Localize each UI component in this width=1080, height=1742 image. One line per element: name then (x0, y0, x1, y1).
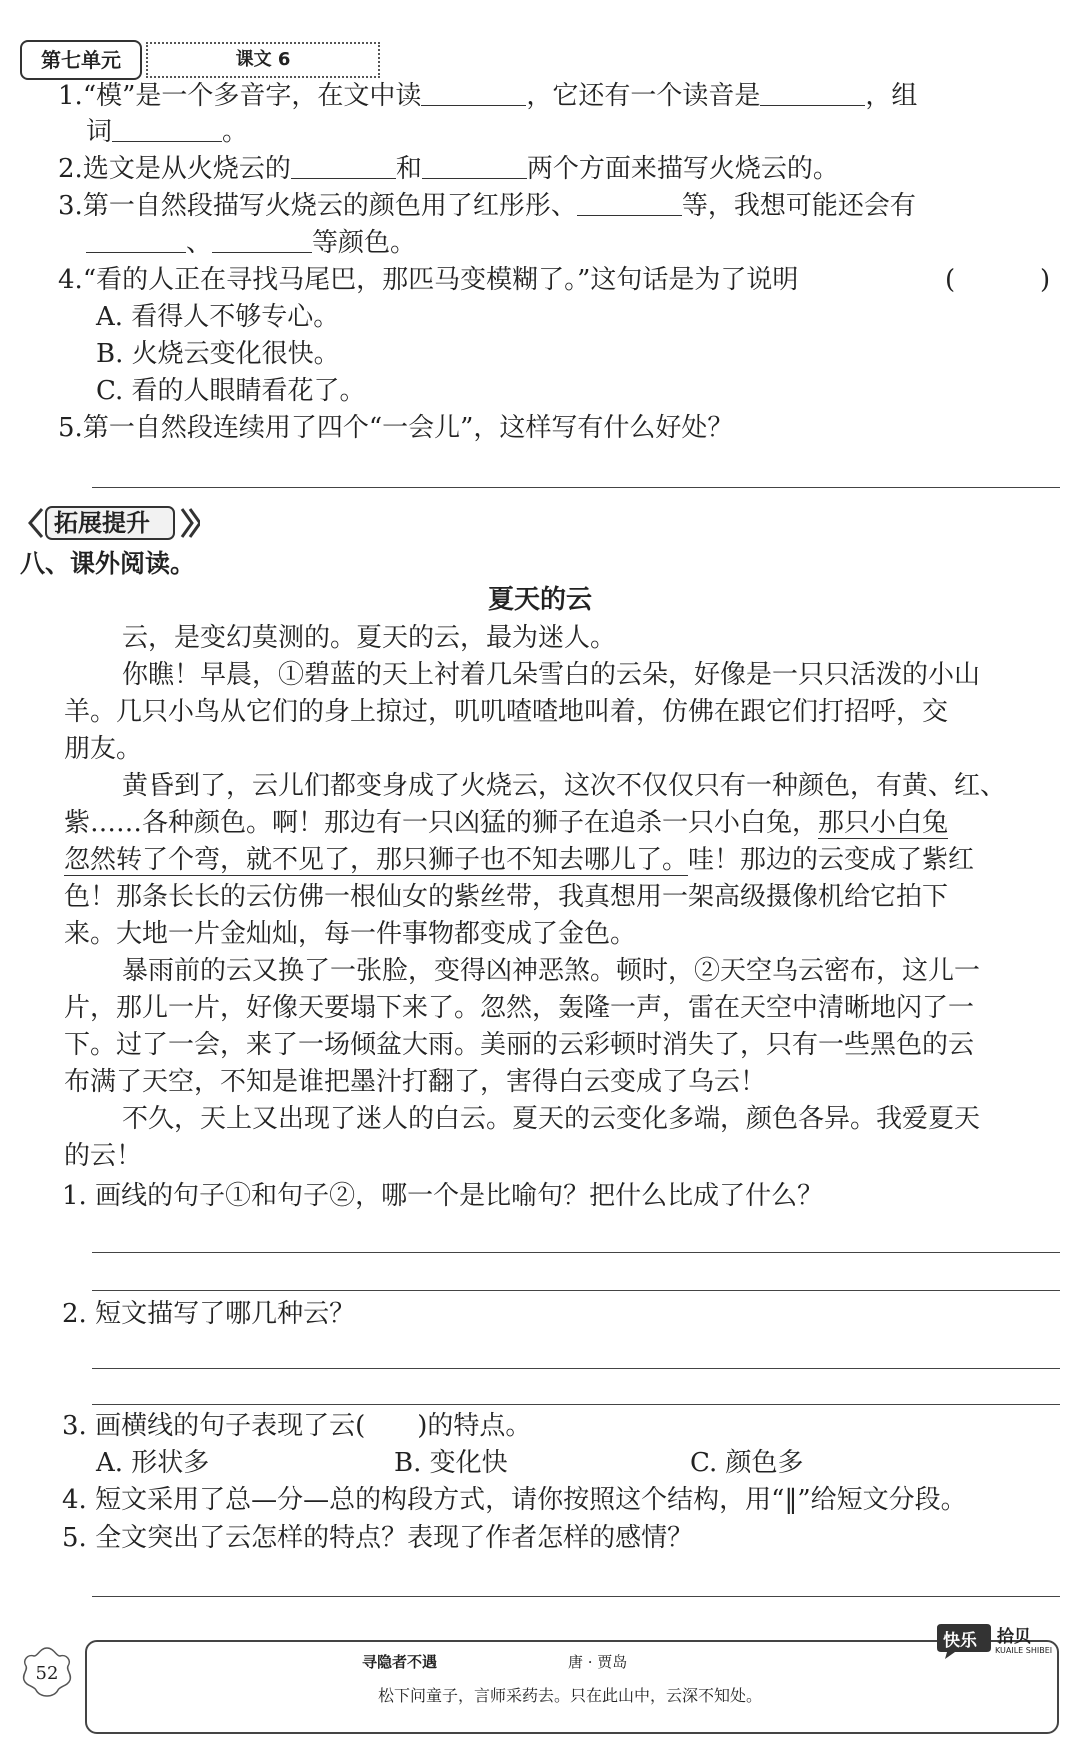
q3-blank-1[interactable] (577, 189, 682, 216)
unit-label: 第七单元 (20, 40, 142, 80)
article-p4-line4: 布满了天空，不知是谁把墨汁打翻了，害得白云变成了乌云！ (64, 1067, 767, 1097)
reading-question-4: 4. 短文采用了总—分—总的构段方式，请你按照这个结构，用“‖”给短文分段。 (62, 1485, 967, 1515)
q3-text-a: 第一自然段描写火烧云的颜色用了红彤彤、 (82, 191, 577, 221)
q1-text-b: ，它还有一个读音是 (526, 81, 761, 111)
question-3 (58, 188, 916, 224)
question-1-cont (86, 114, 248, 150)
q4-option-c[interactable]: C. 看的人眼睛看花了。 (96, 376, 366, 406)
reading-question-3: 3. 画横线的句子表现了云( )的特点。 (62, 1411, 532, 1441)
p3-line3-text: 哇！那边的云变成了紫红 (688, 845, 975, 875)
q1-num: 1. (58, 81, 83, 111)
reading-question-1: 1. 画线的句子①和句子②，哪一个是比喻句？把什么比成了什么？ (62, 1181, 824, 1211)
article-p5-line1: 不久，天上又出现了迷人的白云。夏天的云变化多端，颜色各异。我爱夏天 (122, 1104, 981, 1134)
q1-text-d: 词 (86, 117, 113, 147)
poem-author: 唐 · 贾岛 (568, 1653, 628, 1671)
q4-option-a[interactable]: A. 看得人不够专心。 (96, 302, 340, 332)
p3-line2-text: 紫……各种颜色。啊！那边有一只凶猛的狮子在追杀一只小白兔， (64, 808, 819, 838)
question-5 (58, 410, 733, 446)
question-3-cont (86, 225, 416, 261)
article-p3-line4: 色！那条长长的云仿佛一根仙女的紫丝带，我真想用一架高级摄像机给它拍下 (64, 882, 949, 912)
q3-num: 3. (58, 191, 83, 221)
underlined-sentence-part2: 忽然转了个弯，就不见了，那只狮子也不知去哪儿了。 (64, 845, 689, 875)
rq3-option-a[interactable]: A. 形状多 (96, 1448, 210, 1478)
q5-answer-line[interactable] (92, 487, 1060, 488)
q5-text: 第一自然段连续用了四个“一会儿”，这样写有什么好处？ (82, 413, 734, 443)
rq3-option-c[interactable]: C. 颜色多 (690, 1448, 804, 1478)
q4-bracket-right: ) (1040, 265, 1051, 295)
rq5-answer-line[interactable] (92, 1596, 1060, 1597)
q3-text-b: 等，我想可能还会有 (681, 191, 916, 221)
q1-text-c: ，组 (865, 81, 918, 111)
article-p3-line5: 来。大地一片金灿灿，每一件事物都变成了金色。 (64, 919, 637, 949)
rq2-answer-line-1[interactable] (92, 1368, 1060, 1369)
q1-blank-2[interactable] (760, 79, 865, 106)
q2-text-b: 和 (395, 154, 422, 184)
article-p3-line1: 黄昏到了，云儿们都变身成了火烧云，这次不仅仅只有一种颜色，有黄、红、 (122, 771, 1007, 801)
q5-num: 5. (58, 413, 83, 443)
rq1-answer-line-1[interactable] (92, 1252, 1060, 1253)
poem-text: 松下问童子，言师采药去。只在此山中，云深不知处。 (377, 1686, 762, 1705)
q2-text-a: 选文是从火烧云的 (82, 154, 291, 184)
q3-text-d: 等颜色。 (312, 228, 417, 258)
q3-text-c: 、 (186, 228, 213, 258)
lesson-label: 课文 6 (146, 42, 380, 78)
rq1-answer-line-2[interactable] (92, 1290, 1060, 1291)
brand-logo (935, 1620, 1053, 1660)
q4-bracket-left: ( (945, 265, 956, 295)
q4-option-b[interactable]: B. 火烧云变化很快。 (96, 339, 340, 369)
q3-blank-2[interactable] (86, 226, 186, 253)
rq2-answer-line-2[interactable] (92, 1404, 1060, 1405)
q2-num: 2. (58, 154, 83, 184)
q3-blank-3[interactable] (212, 226, 312, 253)
question-4 (58, 262, 798, 298)
q2-text-c: 两个方面来描写火烧云的。 (526, 154, 839, 184)
q1-text-a: “模”是一个多音字，在文中读 (82, 81, 422, 111)
article-p2-line3: 朋友。 (64, 734, 143, 764)
banner-label: 拓展提升 (54, 509, 150, 537)
q2-blank-2[interactable] (422, 152, 527, 179)
article-p4-line1: 暴雨前的云又换了一张脸，变得凶神恶煞。顿时，②天空乌云密布，这儿一 (122, 956, 981, 986)
brand-main-text: 快乐 (943, 1631, 977, 1651)
reading-question-2: 2. 短文描写了哪几种云？ (62, 1299, 356, 1329)
q4-num: 4. (58, 265, 83, 295)
underlined-sentence-part1: 那只小白兔 (818, 808, 949, 838)
q1-blank-3[interactable] (112, 115, 222, 142)
article-p2-line2: 羊。几只小鸟从它们的身上掠过，叽叽喳喳地叫着，仿佛在跟它们打招呼，交 (64, 697, 949, 727)
article-p3-line3 (64, 842, 974, 878)
question-1 (58, 78, 917, 114)
poem-title: 寻隐者不遇 (362, 1653, 438, 1671)
q1-blank-1[interactable] (421, 79, 526, 106)
article-p3-line2 (64, 805, 948, 841)
article-title: 夏天的云 (487, 585, 592, 615)
section-title: 八、课外阅读。 (20, 549, 196, 578)
article-p1: 云，是变幻莫测的。夏天的云，最为迷人。 (122, 623, 617, 653)
q1-text-e: 。 (222, 117, 249, 147)
article-p4-line2: 片，那儿一片，好像天要塌下来了。忽然，轰隆一声，雷在天空中清晰地闪了一 (64, 993, 975, 1023)
article-p4-line3: 下。过了一会，来了一场倾盆大雨。美丽的云彩顿时消失了，只有一些黑色的云 (64, 1030, 975, 1060)
question-2 (58, 151, 839, 187)
rq3-option-b[interactable]: B. 变化快 (394, 1448, 508, 1478)
article-p2-line1: 你瞧！早晨，①碧蓝的天上衬着几朵雪白的云朵，好像是一只只活泼的小山 (122, 660, 981, 690)
q2-blank-1[interactable] (291, 152, 396, 179)
reading-question-5: 5. 全文突出了云怎样的特点？表现了作者怎样的感情？ (62, 1523, 694, 1553)
page-number: 52 (35, 1663, 59, 1684)
q4-text: “看的人正在寻找马尾巴，那匹马变模糊了。”这句话是为了说明 (82, 265, 799, 295)
brand-sub-text: 拾贝 (997, 1627, 1031, 1647)
article-p5-line2: 的云！ (64, 1141, 143, 1171)
brand-pinyin: KUAILE SHIBEI (995, 1646, 1053, 1655)
